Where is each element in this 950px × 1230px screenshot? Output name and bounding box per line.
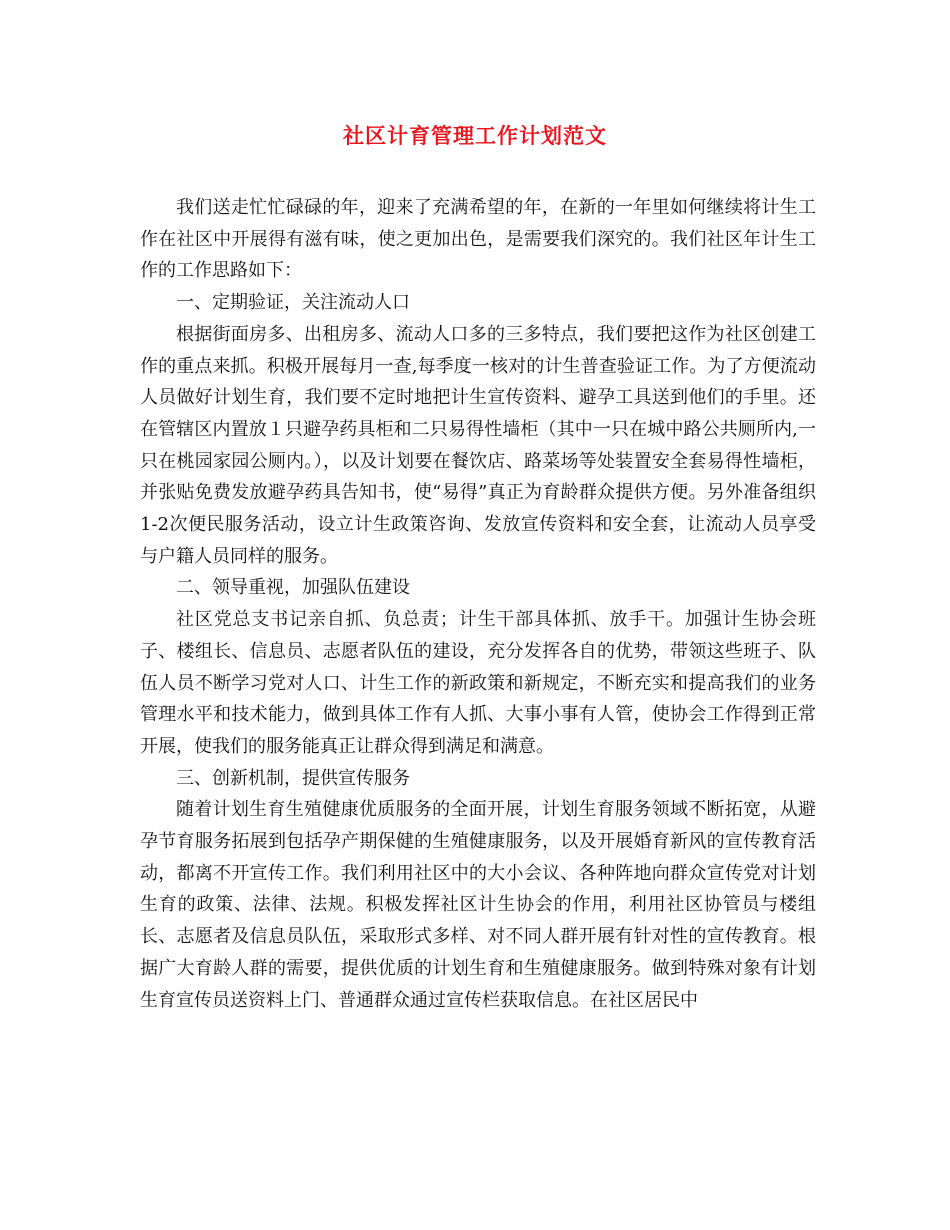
paragraph-section-2: 社区党总支书记亲自抓、负总责；计生干部具体抓、放手干。加强计生协会班子、楼组长、信息员、志愿者队伍的建设，充分发挥各自的优势，带领这些班子、队伍人员不断学习党对人口、计生工作的新政策和新规定，不断充实和提高我们的业务管理水平和技术能力，做到具体工作有人抓、大事小事有人管，使协会工作得到正常开展，使我们的服务能真正让群众得到满足和满意。 bbox=[140, 609, 816, 757]
paragraph-section-1: 根据街面房多、出租房多、流动人口多的三多特点，我们要把这作为社区创建工作的重点来抓。积极开展每月一查,每季度一核对的计生普查验证工作。为了方便流动人员做好计划生育，我们要不定时地把计生宣传资料、避孕工具送到他们的手里。还在管辖区内置放１只避孕药具柜和二只易得性墙柜（其中一只在城中路公共厕所内,一只在桃园家园公厕内。），以及计划要在餐饮店、路菜场等处装置安全套易得性墙柜，并张贴免费发放避孕药具告知书，使“易得”真正为育龄群众提供方便。另外准备组织1-2次便民服务活动，设立计生政策咨询、发放宣传资料和安全套，让流动人员享受与户籍人员同样的服务。 bbox=[140, 323, 816, 567]
document-body bbox=[140, 192, 816, 1016]
paragraph-section-3: 随着计划生育生殖健康优质服务的全面开展，计划生育服务领域不断拓宽，从避孕节育服务拓展到包括孕产期保健的生殖健康服务，以及开展婚育新风的宣传教育活动，都离不开宣传工作。我们利用社区中的大小会议、各种阵地向群众宣传党对计划生育的政策、法律、法规。积极发挥社区计生协会的作用，利用社区协管员与楼组长、志愿者及信息员队伍，采取形式多样、对不同人群开展有针对性的宣传教育。根据广大育龄人群的需要，提供优质的计划生育和生殖健康服务。做到特殊对象有计划生育宣传员送资料上门、普通群众通过宣传栏获取信息。在社区居民中 bbox=[140, 799, 816, 1011]
section-heading-2: 二、领导重视，加强队伍建设 bbox=[176, 577, 410, 599]
section-heading-3: 三、创新机制，提供宣传服务 bbox=[176, 767, 410, 789]
section-heading-1: 一、定期验证，关注流动人口 bbox=[176, 292, 410, 314]
document-title: 社区计育管理工作计划范文 bbox=[343, 123, 607, 148]
paragraph-intro: 我们送走忙忙碌碌的年，迎来了充满希望的年，在新的一年里如何继续将计生工作在社区中开展得有滋有味，使之更加出色，是需要我们深究的。我们社区年计生工作的工作思路如下： bbox=[140, 197, 816, 282]
